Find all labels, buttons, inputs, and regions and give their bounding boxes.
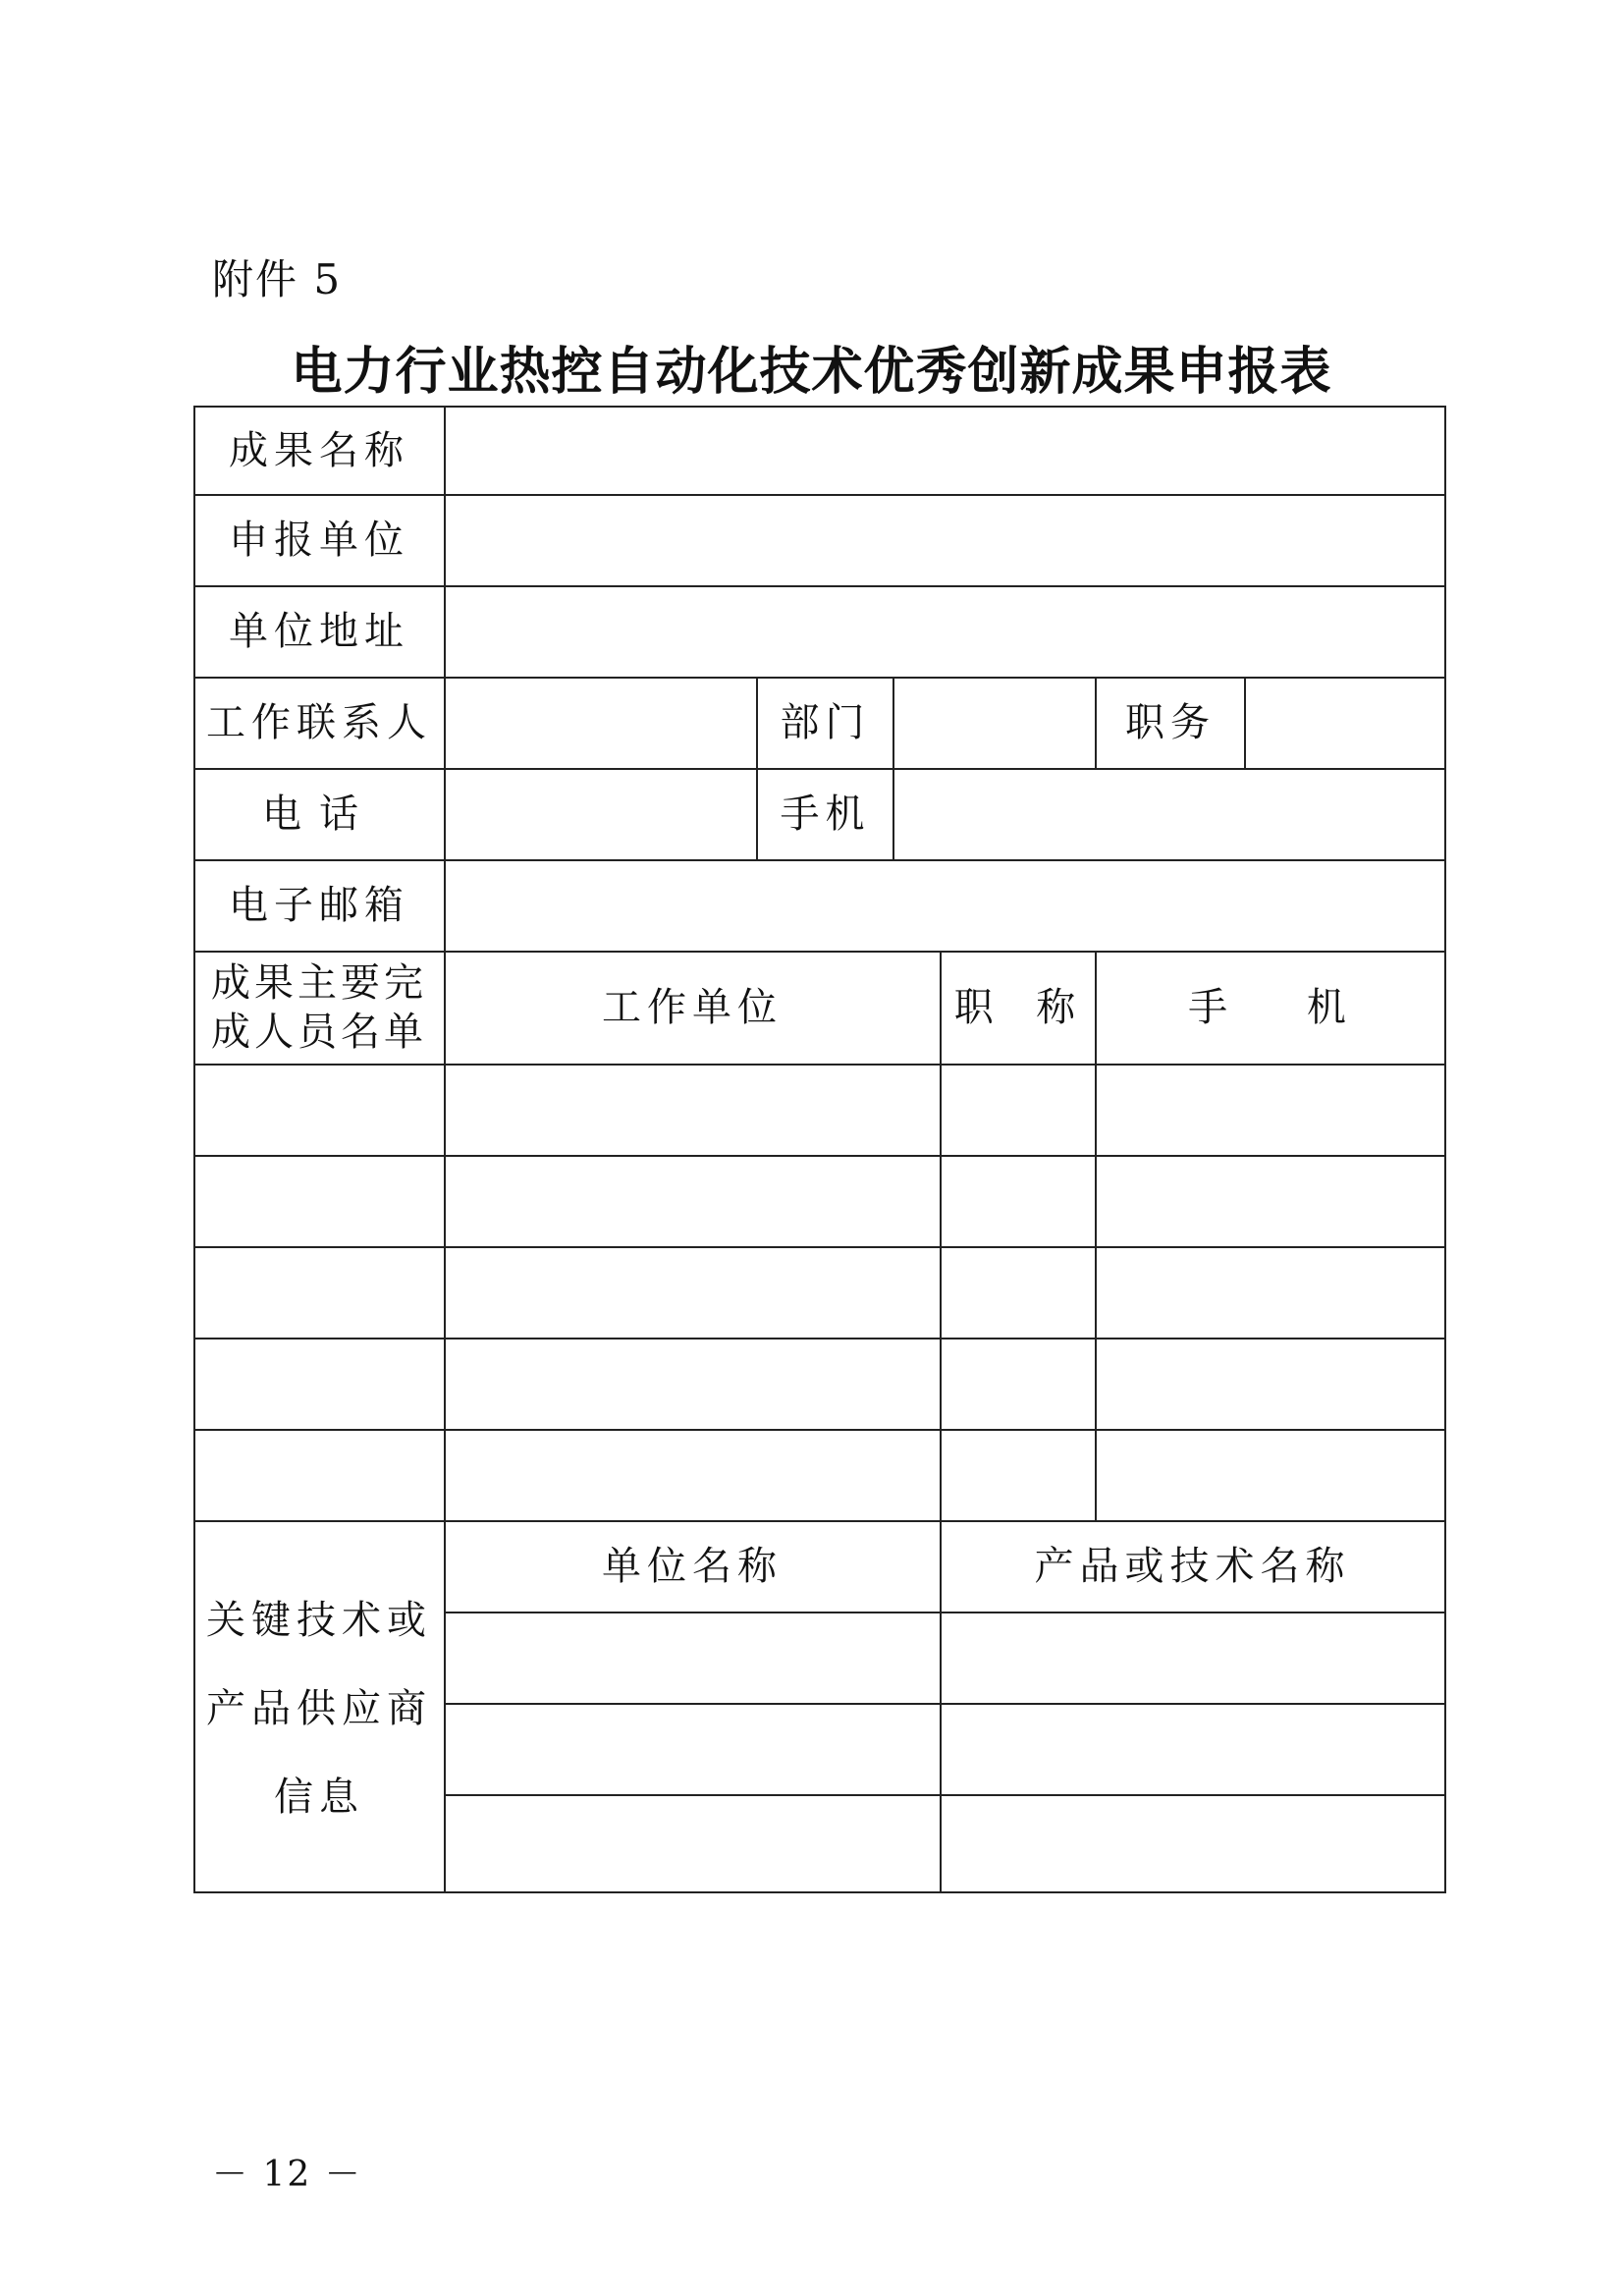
col-member-mobile: 手 机 bbox=[1188, 985, 1352, 1030]
label-applicant-unit: 申报单位 bbox=[229, 518, 409, 563]
label-email: 电子邮箱 bbox=[229, 883, 409, 928]
label-unit-address: 单位地址 bbox=[229, 609, 409, 654]
label-position: 职务 bbox=[1125, 700, 1216, 745]
member-row[interactable] bbox=[446, 1431, 939, 1519]
member-row[interactable] bbox=[446, 1157, 939, 1245]
field-contact-person[interactable] bbox=[446, 679, 755, 767]
supplier-row[interactable] bbox=[446, 1705, 939, 1793]
table-border-bottom bbox=[193, 1891, 1445, 1893]
member-row[interactable] bbox=[446, 1066, 939, 1154]
field-achievement-name[interactable] bbox=[446, 408, 1443, 493]
form-title: 电力行业热控自动化技术优秀创新成果申报表 bbox=[291, 343, 1332, 402]
col-work-unit: 工作单位 bbox=[602, 985, 783, 1030]
field-applicant-unit[interactable] bbox=[446, 496, 1443, 584]
field-mobile[interactable] bbox=[894, 770, 1443, 858]
member-row[interactable] bbox=[446, 1339, 939, 1428]
attachment-label: 附件 5 bbox=[212, 255, 343, 303]
supplier-row[interactable] bbox=[446, 1613, 939, 1702]
field-position[interactable] bbox=[1246, 679, 1443, 767]
members-header bbox=[193, 951, 445, 1065]
members-header-line: 成果主要完 bbox=[211, 960, 427, 1006]
col-line bbox=[940, 951, 942, 1893]
field-email[interactable] bbox=[446, 861, 1443, 950]
supplier-label-line: 产品供应商 bbox=[206, 1686, 432, 1731]
table-border-right bbox=[1444, 406, 1446, 1893]
field-department[interactable] bbox=[894, 679, 1094, 767]
member-row[interactable] bbox=[446, 1248, 939, 1337]
field-unit-address[interactable] bbox=[446, 587, 1443, 676]
supplier-label-line: 信息 bbox=[274, 1775, 364, 1820]
label-department: 部门 bbox=[780, 700, 871, 745]
members-header-line: 成人员名单 bbox=[211, 1010, 427, 1055]
page-number: － 12 － bbox=[212, 2155, 362, 2195]
supplier-label-line: 关键技术或 bbox=[206, 1598, 432, 1643]
label-telephone: 电话 bbox=[262, 792, 376, 837]
col-product-name: 产品或技术名称 bbox=[1034, 1544, 1351, 1589]
label-achievement-name: 成果名称 bbox=[229, 427, 409, 473]
col-supplier-unit-name: 单位名称 bbox=[602, 1544, 783, 1589]
col-job-title: 职 称 bbox=[953, 985, 1082, 1030]
field-telephone[interactable] bbox=[446, 770, 755, 858]
supplier-row[interactable] bbox=[446, 1796, 939, 1890]
label-mobile: 手机 bbox=[780, 792, 871, 837]
label-contact-person: 工作联系人 bbox=[206, 700, 432, 745]
supplier-info-label bbox=[193, 1576, 445, 1841]
